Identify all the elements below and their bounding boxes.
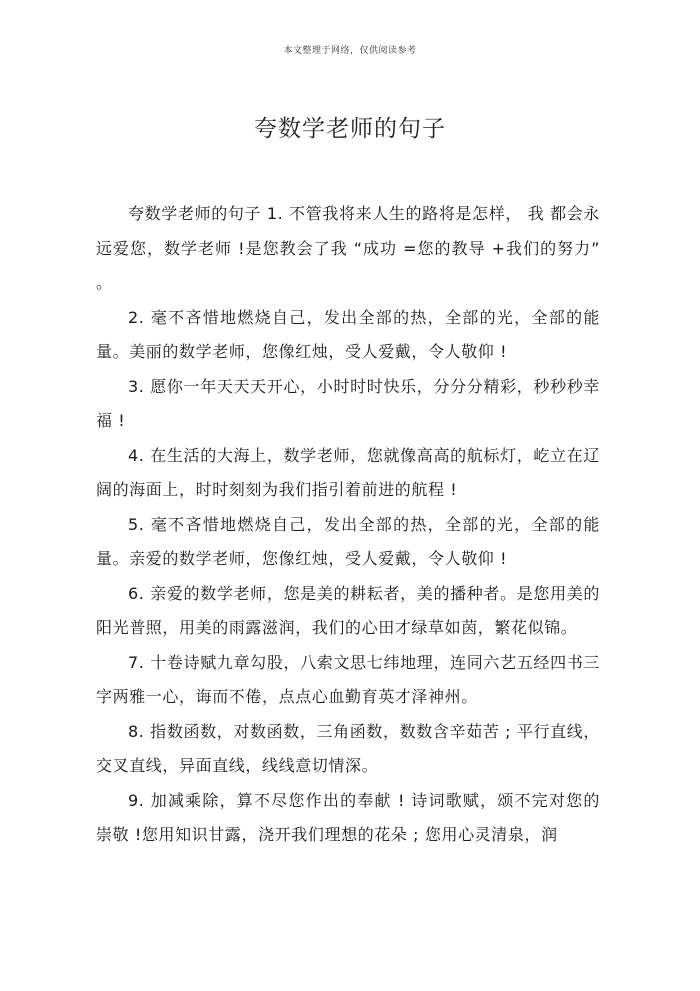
- document-body: [96, 197, 600, 853]
- header-note: 本文整理于网络，仅供阅读参考: [283, 46, 417, 56]
- paragraph-3: 3. 愿你一年天天天开心，小时时时快乐，分分分精彩，秒秒秒幸福 !: [96, 376, 600, 430]
- paragraph-2: 2. 毫不吝惜地燃烧自己，发出全部的热，全部的光，全部的能量。美丽的数学老师，您像红烛，受人爱戴，令人敬仰 !: [96, 307, 600, 361]
- paragraph-6: 6. 亲爱的数学老师，您是美的耕耘者，美的播种者。是您用美的阳光普照，用美的雨露滋润，我们的心田才绿草如茵，繁花似锦。: [96, 583, 600, 637]
- paragraph-7: 7. 十卷诗赋九章勾股，八索文思七纬地理，连同六艺五经四书三字两雅一心，诲而不倦，点点心血勤育英才泽神州。: [96, 652, 600, 706]
- paragraph-9: 9. 加减乘除，算不尽您作出的奉献 ! 诗词歌赋，颂不完对您的崇敬 !您用知识甘露，浇开我们理想的花朵 ; 您用心灵清泉，润: [96, 790, 600, 844]
- paragraph-5: 5. 毫不吝惜地燃烧自己，发出全部的热，全部的光，全部的能量。亲爱的数学老师，您像红烛，受人爱戴，令人敬仰 !: [96, 514, 600, 568]
- document-title: 夸数学老师的句子: [254, 116, 446, 142]
- paragraph-8: 8. 指数函数，对数函数，三角函数，数数含辛茹苦 ; 平行直线，交叉直线，异面直线，线线意切情深。: [96, 721, 600, 775]
- paragraph-4: 4. 在生活的大海上，数学老师，您就像高高的航标灯，屹立在辽阔的海面上，时时刻刻为我们指引着前进的航程 !: [96, 445, 600, 499]
- paragraph-intro: 夸数学老师的句子 1. 不管我将来人生的路将是怎样， 我 都会永远爱您，数学老师 !是您教会了我 “成功 =您的教导 +我们的努力” 。: [96, 204, 600, 292]
